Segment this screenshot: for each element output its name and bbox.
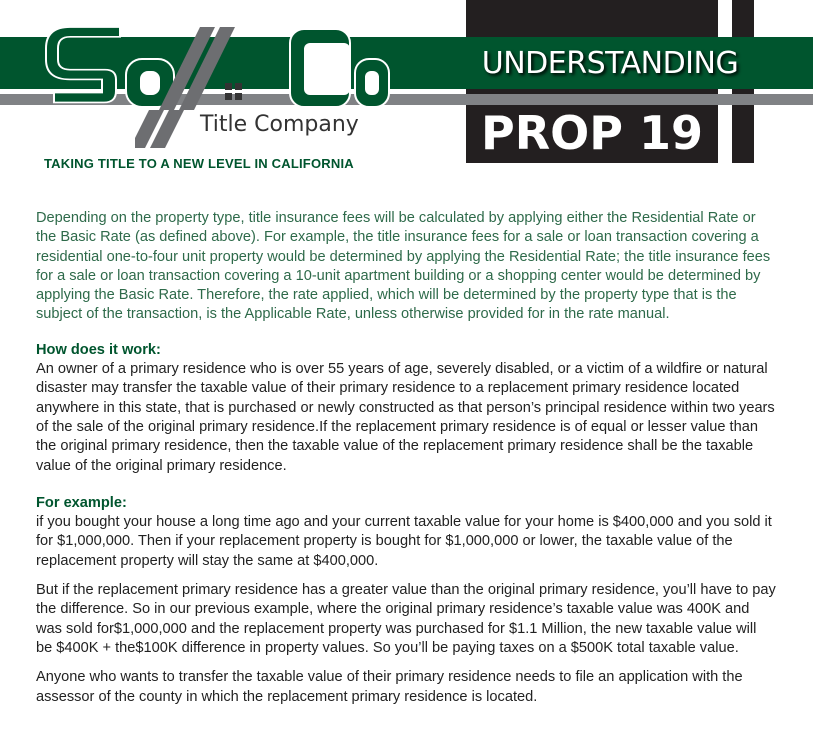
example-heading: For example:: [36, 494, 127, 511]
title-prop-19: PROP 19: [481, 106, 703, 160]
socal-title-logo: [0, 0, 440, 150]
document-body: [36, 209, 776, 717]
example-paragraph: if you bought your house a long time ago and your current taxable value for your home is $400,000 and you sold it for $1,000,000. Then if your replacement property is bought for $1,000,000 or lower, the taxable value of the replacement property will stay the same at $400,000.: [36, 514, 772, 569]
logo-subtitle: Title Company: [200, 112, 359, 137]
tagline: TAKING TITLE TO A NEW LEVEL IN CALIFORNIA: [44, 156, 354, 171]
greater-value-paragraph: But if the replacement primary residence has a greater value than the original primary residence, you’ll have to pay the difference. So in our previous example, where the original primary residence’s taxable value was 400K and was sold for$1,000,000 and the replacement property was purchased for $1.1 Million, the new taxable value will be $400K + the$100K difference in property values. So you’ll be paying taxes on a $500K total taxable value.: [36, 582, 776, 656]
title-understanding: UNDERSTANDING: [481, 46, 739, 81]
logo-slash-tail: [135, 110, 195, 150]
application-paragraph: Anyone who wants to transfer the taxable value of their primary residence needs to file an application with the assessor of the county in which the replacement primary residence is located.: [36, 669, 743, 705]
logo-graphic: [40, 25, 390, 110]
how-paragraph: An owner of a primary residence who is over 55 years of age, severely disabled, or a victim of a wildfire or natural disaster may transfer the taxable value of their primary residence to a replacement primary residence located anywhere in this state, that is purchased or newly constructed as that person’s principal residence within two years of the sale of the original primary residence.If the replacement primary residence is of equal or lesser value than the original primary residence, then the taxable value of the replacement primary residence shall be the taxable value of the original primary residence.: [36, 361, 775, 474]
intro-paragraph: Depending on the property type, title insurance fees will be calculated by applying either the Residential Rate or the Basic Rate (as defined above). For example, the title insurance fees for a sale or loan transaction covering a residential one-to-four unit property would be determined by applying the Residential Rate; the title insurance fees for a sale or loan transaction covering a 10-unit apartment building or a shopping center would be determined by applying the Basic Rate. Therefore, the rate applied, which will be determined by the property type that is the subject of the transaction, is the Applicable Rate, unless otherwise provided for in the rate manual.: [36, 210, 771, 323]
how-heading: How does it work:: [36, 341, 161, 358]
